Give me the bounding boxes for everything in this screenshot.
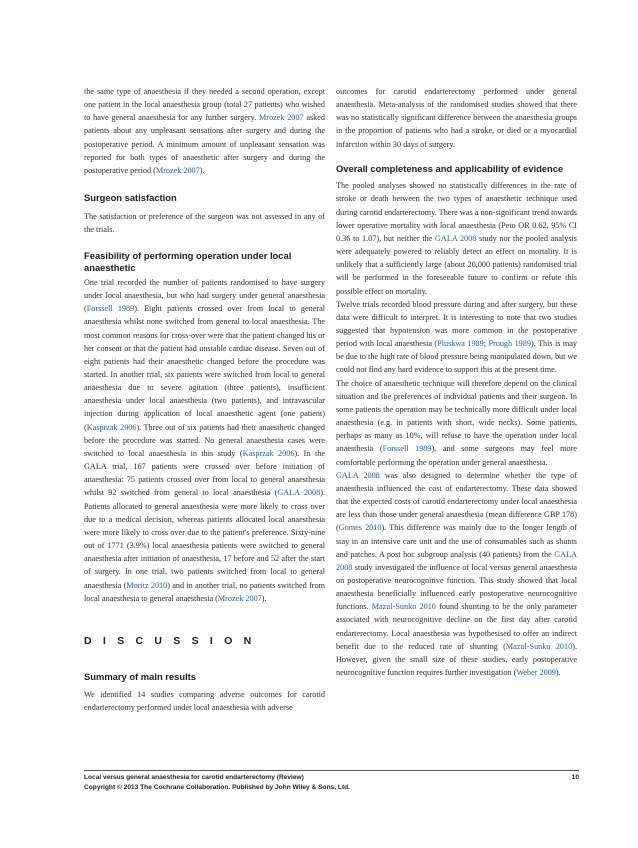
citation-link[interactable]: Forssell 1989: [86, 304, 135, 314]
paragraph-patient-preference: the same type of anaesthesia if they needed a second operation, except one patient in the local anaesthesia group (total 27 patients) who wished to have general anaesthesia for any further surgery. Mrozek 2007 asked patients about any unpleasant sensations after surgery and during the postoperative period. A minimum amount of unpleasant sensation was reported for both types of anaesthetic after surgery and during the postoperative period (Mrozek 2007).: [84, 87, 325, 175]
page-number: 10: [571, 774, 579, 781]
heading-surgeon-satisfaction: Surgeon satisfaction: [84, 192, 177, 204]
paragraph-outcomes: outcomes for carotid endarterectomy performed under general anaesthesia. Meta-analysis of the randomised studies showed that there was no statistically significant difference between the anaesthesia groups in the proportion of patients who had a stroke, or died or a myocardial infarction within 30 days of surgery.: [336, 87, 577, 149]
citation-link[interactable]: Gomes 2010: [338, 523, 382, 533]
heading-summary-of-main-results: Summary of main results: [84, 670, 197, 682]
citation-link[interactable]: Forssell 1989: [382, 444, 432, 454]
citation-link[interactable]: Mrozek 2007: [258, 113, 304, 123]
footer-copyright: Copyright © 2013 The Cochrane Collaboration. Published by John Wiley & Sons, Ltd.: [84, 784, 351, 791]
heading-discussion: D I S C U S S I O N: [84, 634, 256, 647]
citation-link[interactable]: Kasprzak 2006: [242, 448, 295, 458]
citation-link[interactable]: Pluskwa 1989: [437, 339, 484, 349]
citation-link[interactable]: GALA 2008: [336, 549, 577, 572]
citation-link[interactable]: GALA 2008: [435, 233, 477, 243]
citation-link[interactable]: Mazul-Sunko 2010: [371, 602, 436, 612]
page-footer: [84, 770, 579, 793]
paragraph-cost: GALA 2008 was also designed to determine whether the type of anaesthesia influenced the cost of endarterectomy. These data showed that the expected costs of carotid endarterectomy under local anaesthesia are less than those under general anaesthesia (mean difference GBP 178) (Gomes 2010). This difference was mainly due to the longer length of stay in an intensive care unit and the use of consumables such as shunts and patches. A post hoc subgroup analysis (40 patients) from the GALA 2008 study investigated the influence of local versus general anaesthesia on postoperative neurocognitive function. This study showed that local anaesthesia beneficially influenced early postoperative neurocognitive functions. Mazul-Sunko 2010 found shunting to be the only parameter associated with neurocognitive decline on the first day after carotid endarterectomy. Local anaesthesia was hypothesised to offer an indirect benefit due to the reduced rate of shunting (Mazul-Sunko 2010). However, given the small size of these studies, early postoperative neurocognitive function requires further investigation (Weber 2009).: [336, 470, 577, 678]
paragraph-summary: We identified 14 studies comparing adverse outcomes for carotid endarterectomy performed under local anaesthesia with adverse: [84, 690, 325, 713]
heading-overall-completeness: Overall completeness and applicability of evidence: [336, 162, 564, 174]
paragraph-pooled-analyses: The pooled analyses showed no statistically differences in the rate of stroke or death between the two types of anaesthetic technique used during carotid endarterectomy. There was a non-significant trend towards lower operative mortality with local anaesthesia (Peto OR 0.62, 95% CI 0.36 to 1.07), but neither the GALA 2008 study nor the pooled analysis were adequately powered to reliably detect an effect on mortality. It is unlikely that a sufficiently large (about 20,000 patients) randomised trial will be performed in the foreseeable future to confirm or refute this possible effect on mortality.: [336, 181, 577, 296]
citation-link[interactable]: Mazul-Sunko 2010: [505, 641, 573, 651]
citation-link[interactable]: Mrozek 2007: [217, 593, 262, 603]
paragraph-surgeon-satisfaction: The satisfaction or preference of the surgeon was not assessed in any of the trials.: [84, 211, 325, 234]
footer-title: Local versus general anaesthesia for carotid endarterectomy (Review): [84, 774, 304, 781]
paragraph-choice-of-technique: The choice of anaesthetic technique will therefore depend on the clinical situation and the preferences of individual patients and their surgeon. In some patients the operation may be technically more difficult under local anaesthesia (e.g. in patients with short, wide necks). Some patients, perhaps as many as 10%, will refuse to have the operation under local anaesthesia (Forssell 1989), and some surgeons may feel more comfortable performing the operation under general anaesthesia.: [336, 378, 577, 467]
citation-link[interactable]: GALA 2008: [336, 470, 380, 480]
citation-link[interactable]: Mrozek 2007: [155, 165, 200, 175]
paragraph-feasibility: One trial recorded the number of patients randomised to have surgery under local anaesthesia, but who had surgery under general anaesthesia (Forssell 1989). Eight patients crossed over from local to general anaesthesia whilst none switched from general to local anaesthesia. The most common reasons for cross-over were that the patient changed his or her consent or that the patient had unstable cardiac disease. Seven out of eight patients had their anaesthetic changed before the procedure was started. In another trial, six patients were switched from local to general anaesthesia due to severe agitation (three patients), insufficient anaesthesia under local anaesthesia (two patients), and intravascular injection during application of local anaesthetic agent (one patient) (Kasprzak 2006). Three out of six patients had their anaesthetic changed before the procedure was started. No general anaesthesia cases were switched to local anaesthesia in this study (Kasprzak 2006). In the GALA trial, 167 patients were crossed over before initiation of anaesthesia: 75 patients crossed over from local to general anaesthesia whilst 92 switched from general to local anaesthesia (GALA 2008). Patients allocated to general anaesthesia were more likely to cross over due to a medical decision, whereas patients allocated local anaesthesia were more likely to cross over due to the patient's preference. Sixty-nine out of 1771 (3.9%) local anaesthesia patients were switched to general anaesthesia after initiation of anaesthesia, 17 before and 52 after the start of surgery. In one trial, two patients switched from local to general anaesthesia (Moritz 2010) and in another trial, no patients switched from local anaesthesia to general anaesthesia (Mrozek 2007).: [84, 277, 325, 603]
paragraph-blood-pressure: Twelve trials recorded blood pressure during and after surgery, but these data were difficult to interpret. It is interesting to note that two studies suggested that hypotension was more common in the postoperative period with local anaesthesia (Pluskwa 1989; Prough 1989). This is may be due to the high rate of blood pressure being manipulated down, but we could not find any hard evidence to support this at the present time.: [336, 299, 578, 375]
citation-link[interactable]: GALA 2008: [277, 488, 321, 498]
left-column: [84, 85, 325, 715]
heading-feasibility: Feasibility of performing operation under local anaesthetic: [84, 249, 292, 274]
right-column: [336, 85, 577, 679]
citation-link[interactable]: Weber 2009: [516, 668, 556, 678]
citation-link[interactable]: Prough 1989: [488, 339, 531, 349]
citation-link[interactable]: Kasprzak 2006: [86, 422, 137, 432]
citation-link[interactable]: Moritz 2010: [126, 580, 168, 590]
